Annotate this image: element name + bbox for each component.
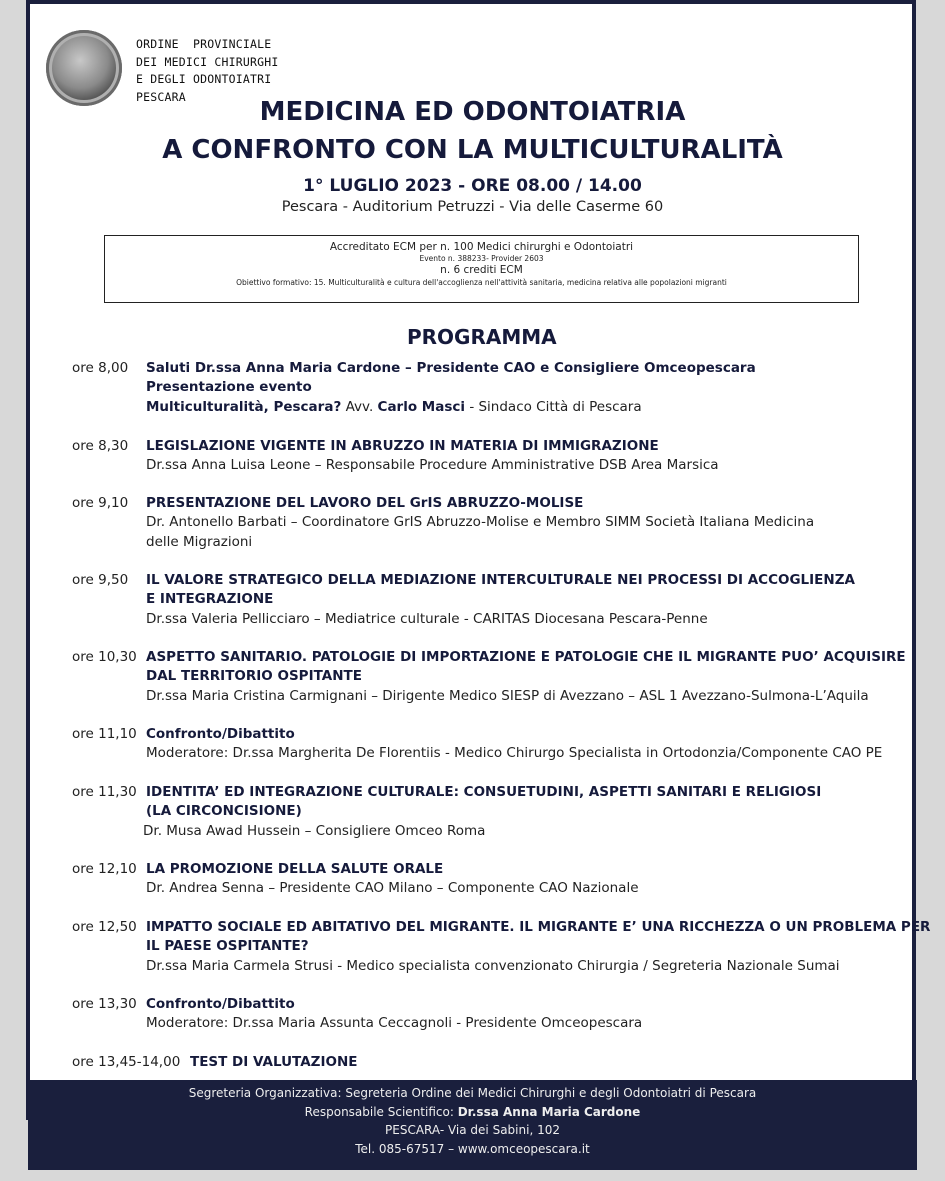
program-line: Moderatore: Dr.ssa Maria Assunta Ceccagnoli - Presidente Omceopescara <box>146 1015 643 1032</box>
org-name: ORDINE PROVINCIALE DEI MEDICI CHIRURGHI E DEGLI ODONTOIATRI PESCARA <box>136 37 279 104</box>
footer-contact: Tel. 085-67517 – www.omceopescara.it <box>355 1141 590 1156</box>
program-content <box>146 918 945 976</box>
program-line: DAL TERRITORIO OSPITANTE <box>146 668 362 685</box>
program-content <box>146 648 945 706</box>
footer <box>28 1080 917 1170</box>
program-time: ore 10,30 <box>72 649 137 665</box>
program-content <box>146 494 945 552</box>
program-line: (LA CIRCONCISIONE) <box>146 803 302 820</box>
program-line: Dr.ssa Maria Cristina Carmignani – Dirigente Medico SIESP di Avezzano – ASL 1 Avezzano-Sulmona-L’Aquila <box>146 687 869 704</box>
program-time: ore 12,10 <box>72 861 137 877</box>
program-line: Confronto/Dibattito <box>146 996 295 1012</box>
ecm-credits: n. 6 crediti ECM <box>440 264 523 276</box>
program-content <box>146 571 945 629</box>
program-time: ore 12,50 <box>72 919 137 935</box>
program-line: Presentazione evento <box>146 379 312 396</box>
program-time: ore 9,10 <box>72 495 129 511</box>
program-time: ore 11,10 <box>72 726 137 742</box>
program-line: TEST DI VALUTAZIONE <box>190 1054 358 1070</box>
program-line: Dr. Andrea Senna – Presidente CAO Milano – Componente CAO Nazionale <box>146 880 639 897</box>
title-line-2: A CONFRONTO CON LA MULTICULTURALITÀ <box>162 135 783 165</box>
program-content <box>146 995 945 1034</box>
program-content <box>146 725 945 764</box>
program-content <box>146 359 945 417</box>
program-content <box>190 1053 945 1072</box>
program-line: PRESENTAZIONE DEL LAVORO DEL GrIS ABRUZZO-MOLISE <box>146 495 584 511</box>
ecm-event-number: Evento n. 388233- Provider 2603 <box>419 254 544 263</box>
order-seal-logo <box>46 30 122 106</box>
program-line: IMPATTO SOCIALE ED ABITATIVO DEL MIGRANTE. IL MIGRANTE E’ UNA RICCHEZZA O UN PROBLEMA PER <box>146 919 931 935</box>
program-content <box>146 860 945 899</box>
program-time: ore 11,30 <box>72 784 137 800</box>
program-line: LA PROMOZIONE DELLA SALUTE ORALE <box>146 861 444 877</box>
program-line: Dr.ssa Anna Luisa Leone – Responsabile Procedure Amministrative DSB Area Marsica <box>146 457 719 474</box>
program-line: Dr.ssa Valeria Pellicciaro – Mediatrice culturale - CARITAS Diocesana Pescara-Penne <box>146 610 708 627</box>
ecm-box <box>104 235 859 303</box>
program-line: ASPETTO SANITARIO. PATOLOGIE DI IMPORTAZIONE E PATOLOGIE CHE IL MIGRANTE PUO’ ACQUISIRE <box>146 649 906 665</box>
event-date: 1° LUGLIO 2023 - ORE 08.00 / 14.00 <box>303 176 642 196</box>
program-line: LEGISLAZIONE VIGENTE IN ABRUZZO IN MATERIA DI IMMIGRAZIONE <box>146 438 659 454</box>
footer-address: PESCARA- Via dei Sabini, 102 <box>385 1123 560 1137</box>
program-line: IL PAESE OSPITANTE? <box>146 938 309 955</box>
program-line: Dr. Antonello Barbati – Coordinatore GrIS Abruzzo-Molise e Membro SIMM Società Italiana Medicina <box>146 514 815 531</box>
program-line: IDENTITA’ ED INTEGRAZIONE CULTURALE: CONSUETUDINI, ASPETTI SANITARI E RELIGIOSI <box>146 784 822 800</box>
ecm-objective: Obiettivo formativo: 15. Multiculturalità e cultura dell'accoglienza nell'attività sanitaria, medicina relativa alle popolazioni migranti <box>236 278 727 287</box>
program-time: ore 13,45-14,00 <box>72 1054 181 1070</box>
title-line-1: MEDICINA ED ODONTOIATRIA <box>259 97 686 127</box>
program-time: ore 8,00 <box>72 360 129 376</box>
program-content <box>146 437 945 476</box>
program-time: ore 9,50 <box>72 572 129 588</box>
program-time: ore 8,30 <box>72 438 129 454</box>
program-line: Dr. Musa Awad Hussein – Consigliere Omceo Roma <box>143 822 486 839</box>
program-line: IL VALORE STRATEGICO DELLA MEDIAZIONE INTERCULTURALE NEI PROCESSI DI ACCOGLIENZA <box>146 572 855 588</box>
program-line: E INTEGRAZIONE <box>146 591 274 608</box>
program-title: PROGRAMMA <box>407 325 557 349</box>
program-content <box>143 783 945 841</box>
program-line: Dr.ssa Maria Carmela Strusi - Medico specialista convenzionato Chirurgia / Segreteria Nazionale Sumai <box>146 957 840 974</box>
event-venue: Pescara - Auditorium Petruzzi - Via delle Caserme 60 <box>281 199 664 215</box>
ecm-accreditation: Accreditato ECM per n. 100 Medici chirurghi e Odontoiatri <box>329 241 634 253</box>
program-time: ore 13,30 <box>72 996 137 1012</box>
program-line: Moderatore: Dr.ssa Margherita De Florentiis - Medico Chirurgo Specialista in Ortodonzia/Componente CAO PE <box>146 745 883 762</box>
program-line: Confronto/Dibattito <box>146 726 295 742</box>
footer-scientific-lead: Responsabile Scientifico: Dr.ssa Anna Maria Cardone <box>304 1104 641 1119</box>
program-line: delle Migrazioni <box>146 533 253 550</box>
program-line: Saluti Dr.ssa Anna Maria Cardone – Presidente CAO e Consigliere Omceopescara <box>146 360 756 376</box>
program-line: Multiculturalità, Pescara? Avv. Carlo Masci - Sindaco Città di Pescara <box>146 398 642 415</box>
footer-secretariat: Segreteria Organizzativa: Segreteria Ordine dei Medici Chirurghi e degli Odontoiatri di Pescara <box>188 1086 757 1100</box>
